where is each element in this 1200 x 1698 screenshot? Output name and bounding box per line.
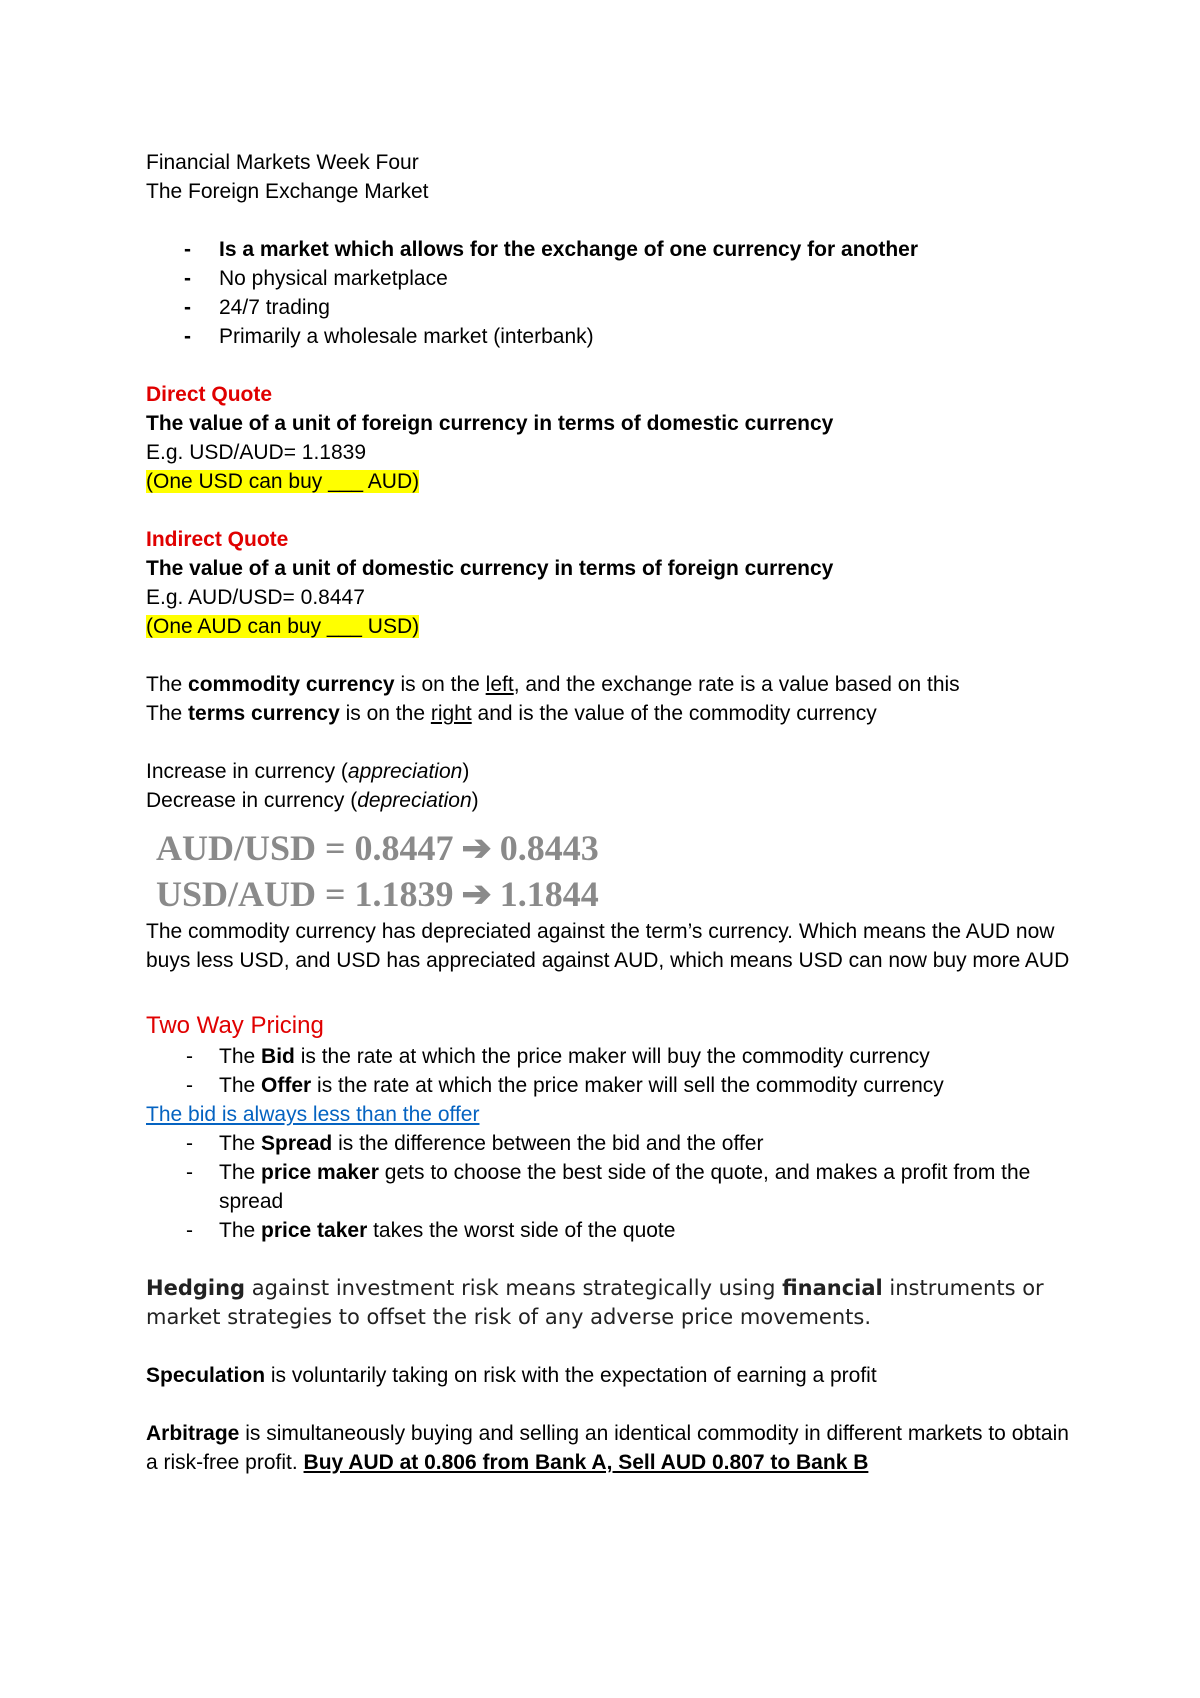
direct-quote-note: (One USD can buy ___ AUD) [146,470,420,493]
indirect-quote-note: (One AUD can buy ___ USD) [146,615,420,638]
doc-title: Financial Markets Week Four [146,151,419,174]
list-item: - Primarily a wholesale market (interbank) [146,322,1076,351]
intro-list [146,235,1076,351]
indirect-quote-heading: Indirect Quote [146,528,289,551]
usd-aud-rate-row: USD/AUD = 1.1839 ➔ 1.1844 [156,871,1076,917]
bid-offer-link[interactable]: The bid is always less than the offer [146,1103,480,1126]
document-page [146,148,1076,1477]
hedging-paragraph: Hedging against investment risk means strategically using financial instruments or market strategies to offset the risk of any adverse price movements. [146,1276,1044,1329]
increase-line: Increase in currency (appreciation) [146,760,470,783]
list-item: - The price taker takes the worst side of the quote [146,1216,1076,1245]
list-item: - No physical marketplace [146,264,1076,293]
list-item: - The Spread is the difference between the bid and the offer [146,1129,1076,1158]
speculation-paragraph: Speculation is voluntarily taking on risk with the expectation of earning a profit [146,1364,877,1387]
direct-quote-heading: Direct Quote [146,383,273,406]
direct-quote-definition: The value of a unit of foreign currency in terms of domestic currency [146,412,834,435]
arbitrage-paragraph: Arbitrage is simultaneously buying and selling an identical commodity in different markets to obtain a risk-free profit. Buy AUD at 0.806 from Bank A, Sell AUD 0.807 to Bank B [146,1422,1069,1474]
list-item: - Is a market which allows for the exchange of one currency for another [146,235,1076,264]
rate-change-figure [156,825,1076,917]
arrow-right-icon: ➔ [461,874,492,914]
list-item: - 24/7 trading [146,293,1076,322]
pricing-list-2 [146,1129,1076,1245]
pricing-list-1 [146,1042,1076,1100]
two-way-pricing-heading: Two Way Pricing [146,1012,324,1039]
explanation-paragraph: The commodity currency has depreciated against the term’s currency. Which means the AUD now buys less USD, and USD has appreciated against AUD, which means USD can now buy more AUD [146,920,1070,972]
aud-usd-rate-row: AUD/USD = 0.8447 ➔ 0.8443 [156,825,1076,871]
terms-currency-line: The terms currency is on the right and is the value of the commodity currency [146,702,877,725]
indirect-quote-definition: The value of a unit of domestic currency in terms of foreign currency [146,557,834,580]
doc-subtitle: The Foreign Exchange Market [146,180,429,203]
direct-quote-example: E.g. USD/AUD= 1.1839 [146,441,367,464]
arbitrage-example: Buy AUD at 0.806 from Bank A, Sell AUD 0.807 to Bank B [303,1451,869,1474]
list-item: - The Offer is the rate at which the price maker will sell the commodity currency [146,1071,1076,1100]
decrease-line: Decrease in currency (depreciation) [146,789,479,812]
list-item: - The Bid is the rate at which the price maker will buy the commodity currency [146,1042,1076,1071]
commodity-currency-line: The commodity currency is on the left, and the exchange rate is a value based on this [146,673,960,696]
arrow-right-icon: ➔ [461,828,492,868]
indirect-quote-example: E.g. AUD/USD= 0.8447 [146,586,365,609]
list-item: - The price maker gets to choose the best side of the quote, and makes a profit from the spread [146,1158,1076,1216]
